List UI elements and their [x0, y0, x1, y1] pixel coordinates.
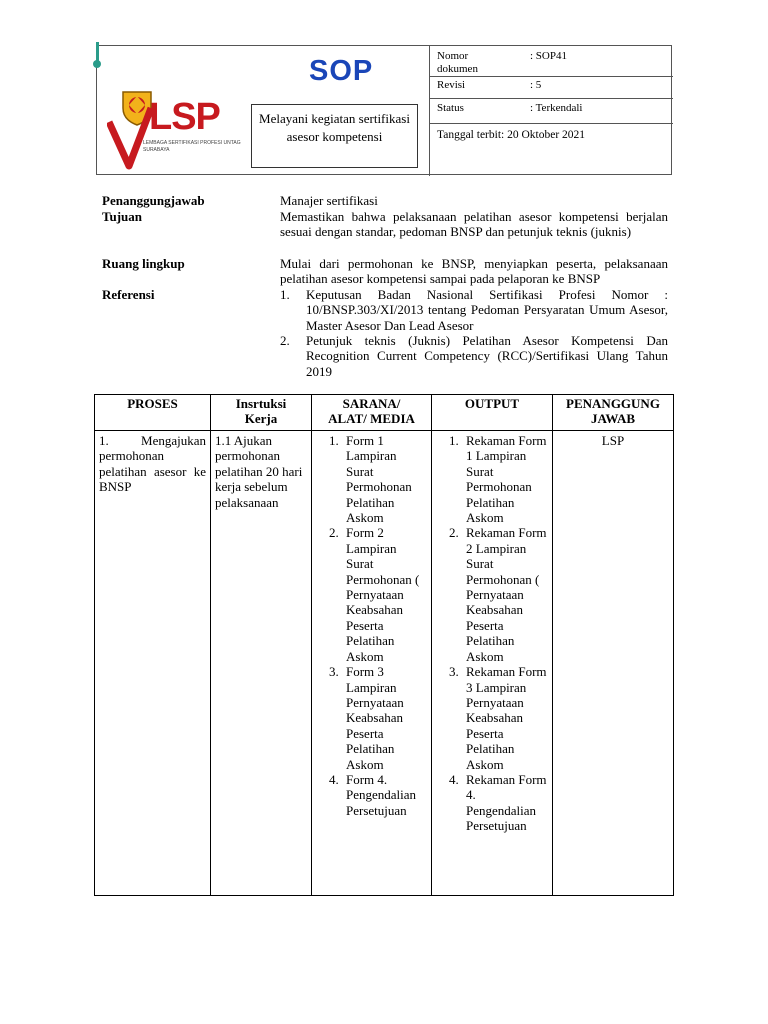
cell-output [432, 431, 553, 896]
reference-label: Referensi [102, 287, 155, 302]
header-sarana: SARANA/ ALAT/ MEDIA [312, 395, 432, 431]
reference-text: Petunjuk teknis (Juknis) Pelatihan Asesor Kompetensi Dan Recognition Current Competency (RCC)/Sertifikasi Ulang Tahun 2019 [306, 333, 668, 379]
cell-sarana [312, 431, 432, 896]
status-value: : Terkendali [530, 102, 583, 114]
header-output: OUTPUT [432, 395, 553, 431]
meta-revision [430, 77, 673, 99]
header-instruksi: Insrtuksi Kerja [211, 395, 312, 431]
list-item: 4. Rekaman Form 4. Pengendalian Persetujuan [462, 772, 548, 834]
list-item: 2. Rekaman Form 2 Lampiran Surat Permohonan ( Pernyataan Keabsahan Peserta Pelatihan Askom [462, 525, 548, 664]
issue-date: Tanggal terbit: 20 Oktober 2021 [437, 129, 586, 141]
output-list [432, 431, 552, 834]
logo-text: LSP [149, 96, 220, 138]
responsible-value: Manajer sertifikasi [280, 193, 378, 208]
meta-doc-number [430, 46, 673, 77]
doc-number-value: : SOP41 [530, 50, 567, 62]
subject-box: Melayani kegiatan sertifikasi asesor kompetensi [251, 104, 418, 168]
cell-instruksi: 1.1 Ajukan permohonan pelatihan 20 hari kerja sebelum pelaksanaan [211, 431, 312, 896]
table-header-row [95, 395, 674, 431]
list-item: 1. Form 1 Lampiran Surat Permohonan Pelatihan Askom [342, 433, 427, 525]
status-label: Status [437, 102, 464, 114]
list-item: 3. Rekaman Form 3 Lampiran Pernyataan Keabsahan Peserta Pelatihan Askom [462, 664, 548, 772]
list-item: 3. Form 3 Lampiran Pernyataan Keabsahan Peserta Pelatihan Askom [342, 664, 427, 772]
cell-penanggung-jawab: LSP [553, 431, 674, 896]
scope-label: Ruang lingkup [102, 256, 185, 271]
table-row [95, 431, 674, 896]
reference-number: 1. [280, 287, 290, 302]
logo-subtitle: LEMBAGA SERTIFIKASI PROFESI UNTAG SURABAYA [143, 140, 241, 153]
document-header [96, 45, 672, 175]
sop-title: SOP [309, 55, 374, 87]
header-proses: PROSES [95, 395, 211, 431]
reference-text: Keputusan Badan Nasional Sertifikasi Profesi Nomor : 10/BNSP.303/XI/2013 tentang Pedoman Persyaratan Umum Asesor, Master Asesor Dan Lead Asesor [306, 287, 668, 333]
purpose-label: Tujuan [102, 209, 142, 224]
process-table [94, 394, 674, 896]
list-item: 1. Rekaman Form 1 Lampiran Surat Permohonan Pelatihan Askom [462, 433, 548, 525]
sarana-list [312, 431, 431, 818]
scope-value: Mulai dari permohonan ke BNSP, menyiapkan peserta, pelaksanaan pelatihan asesor kompetensi sampai pada pelaporan ke BNSP [280, 256, 668, 287]
list-item: 2. Form 2 Lampiran Surat Permohonan ( Pernyataan Keabsahan Peserta Pelatihan Askom [342, 525, 427, 664]
list-item: 4. Form 4. Pengendalian Persetujuan [342, 772, 427, 818]
responsible-label: Penanggungjawab [102, 193, 205, 208]
revision-value: : 5 [530, 79, 542, 91]
cell-proses: 1. Mengajukan permohonan pelatihan asesor ke BNSP [95, 431, 211, 896]
reference-number: 2. [280, 333, 290, 348]
header-penanggung-jawab: PENANGGUNG JAWAB [553, 395, 674, 431]
lsp-logo [105, 64, 240, 164]
meta-issue-date [430, 124, 673, 144]
corner-dot [93, 60, 101, 68]
purpose-value: Memastikan bahwa pelaksanaan pelatihan asesor kompetensi berjalan sesuai dengan standar, pedoman BNSP dan petunjuk teknis (juknis) [280, 209, 668, 240]
revision-label: Revisi [437, 79, 466, 91]
doc-number-label: Nomor dokumen [437, 50, 478, 75]
meta-status [430, 99, 673, 124]
